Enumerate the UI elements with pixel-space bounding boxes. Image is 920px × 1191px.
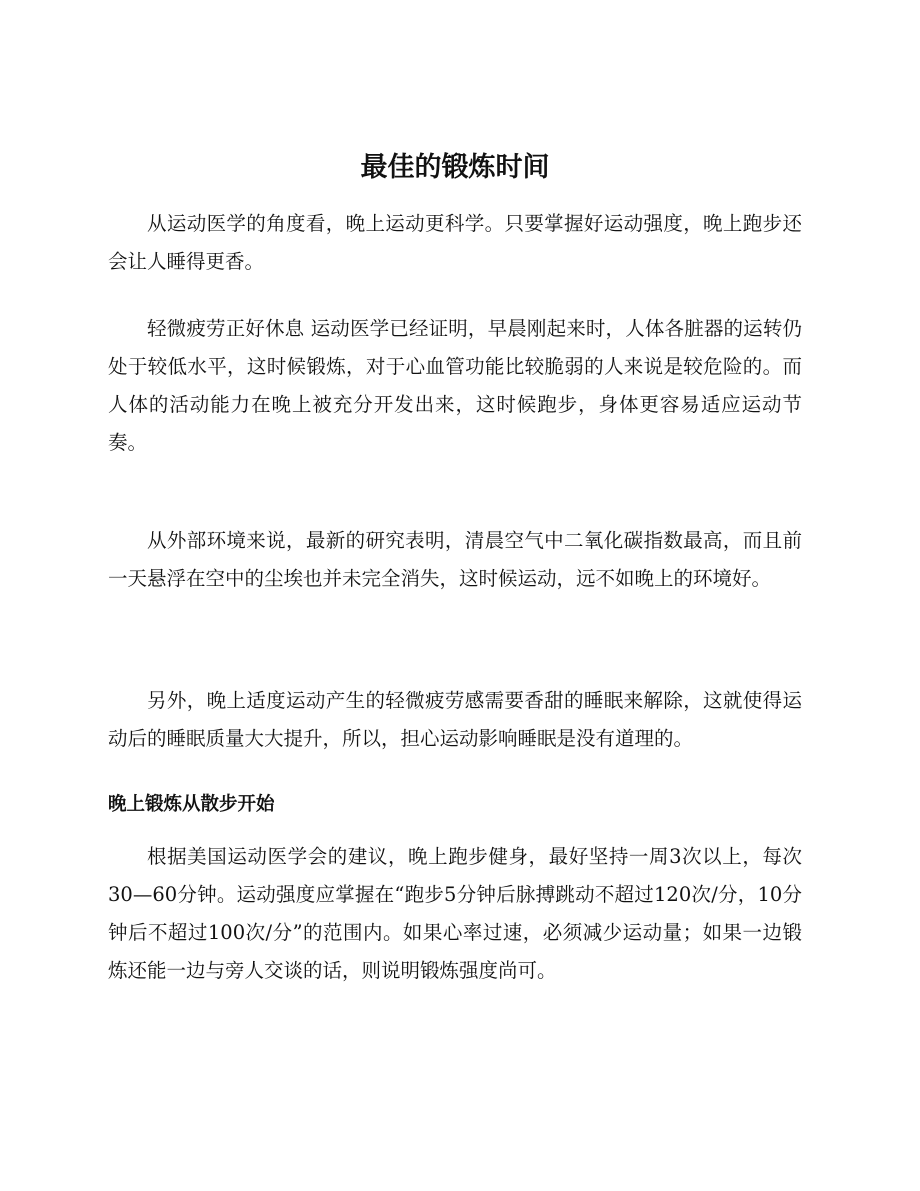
paragraph-4: 另外，晚上适度运动产生的轻微疲劳感需要香甜的睡眠来解除，这就使得运动后的睡眠质量大大提升，所以，担心运动影响睡眠是没有道理的。 xyxy=(108,689,802,750)
paragraph-2: 轻微疲劳正好休息 运动医学已经证明，早晨刚起来时，人体各脏器的运转仍处于较低水平，这时候锻炼，对于心血管功能比较脆弱的人来说是较危险的。而人体的活动能力在晚上被充分开发出来，这时候跑步，身体更容易适应运动节奏。 xyxy=(108,317,802,454)
paragraph-5: 根据美国运动医学会的建议，晚上跑步健身，最好坚持一周3次以上，每次30—60分钟。运动强度应掌握在“跑步5分钟后脉搏跳动不超过120次/分，10分钟后不超过100次/分”的范围内。如果心率过速，必须减少运动量；如果一边锻炼还能一边与旁人交谈的话，则说明锻炼强度尚可。 xyxy=(108,845,802,982)
section-subheading: 晚上锻炼从散步开始 xyxy=(108,794,275,815)
paragraph-3: 从外部环境来说，最新的研究表明，清晨空气中二氧化碳指数最高，而且前一天悬浮在空中的尘埃也并未完全消失，这时候运动，远不如晚上的环境好。 xyxy=(108,529,802,590)
paragraph-1: 从运动医学的角度看，晚上运动更科学。只要掌握好运动强度，晚上跑步还会让人睡得更香。 xyxy=(108,212,802,273)
document-title: 最佳的锻炼时间 xyxy=(360,152,550,183)
